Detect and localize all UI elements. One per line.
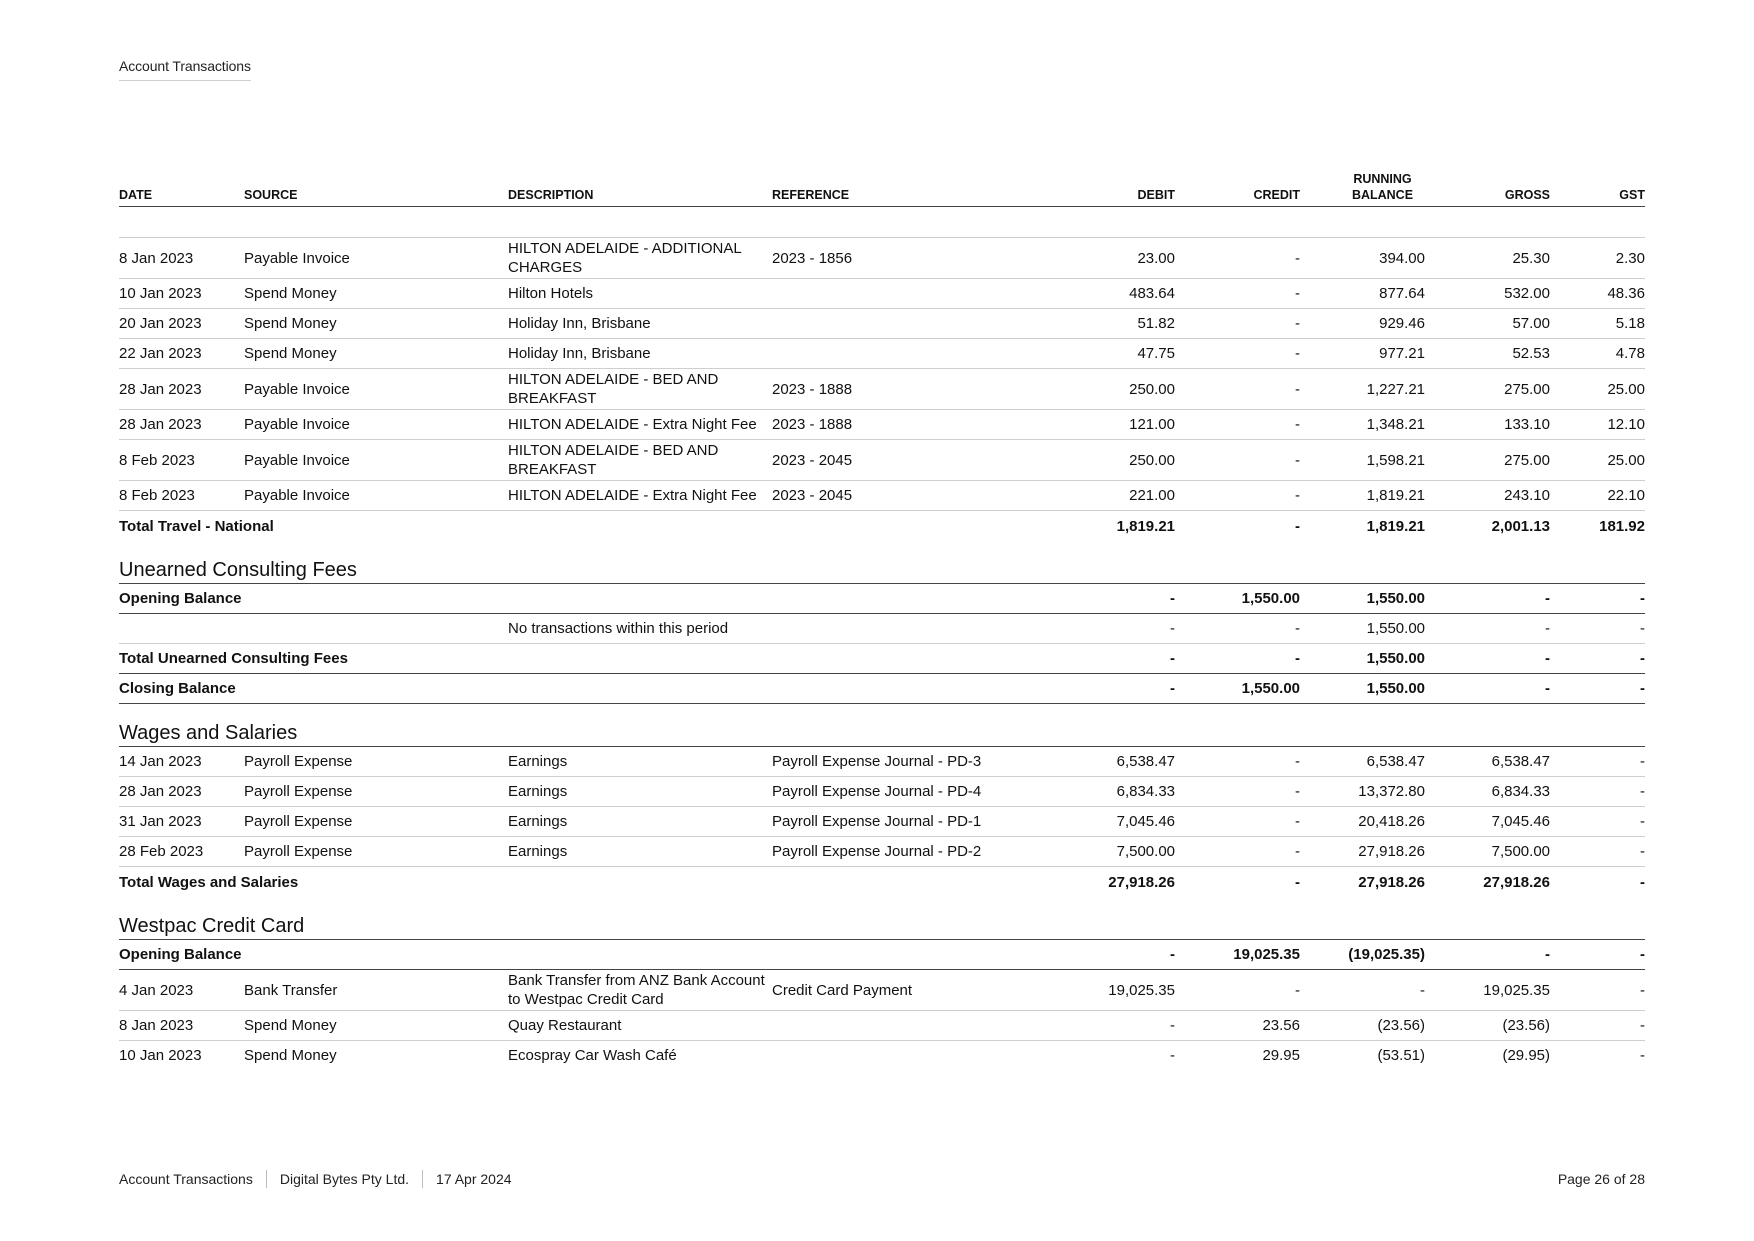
description-cell: Ecospray Car Wash Café bbox=[508, 1047, 677, 1064]
gst-cell: 48.36 bbox=[1607, 285, 1645, 302]
source-cell: Payroll Expense bbox=[244, 783, 353, 800]
description-cell: Holiday Inn, Brisbane bbox=[508, 315, 651, 332]
date-cell: 8 Jan 2023 bbox=[119, 249, 194, 267]
source-cell: Spend Money bbox=[244, 345, 337, 362]
page-footer bbox=[119, 1170, 1645, 1188]
credit-cell: - bbox=[1295, 315, 1300, 332]
debit-cell: 250.00 bbox=[1129, 380, 1175, 398]
balance-cell: (23.56) bbox=[1377, 1017, 1425, 1034]
gst-cell: - bbox=[1640, 946, 1645, 963]
gst-cell: - bbox=[1640, 620, 1645, 637]
debit-cell: 6,834.33 bbox=[1116, 783, 1175, 800]
gst-cell: - bbox=[1640, 680, 1645, 697]
credit-cell: - bbox=[1295, 517, 1300, 535]
debit-cell: 1,819.21 bbox=[1116, 517, 1175, 535]
gross-cell: 7,500.00 bbox=[1491, 843, 1550, 860]
debit-cell: 221.00 bbox=[1129, 487, 1175, 504]
gross-cell: 7,045.46 bbox=[1491, 813, 1550, 830]
gross-cell: - bbox=[1545, 620, 1550, 637]
gross-cell: 275.00 bbox=[1504, 451, 1550, 469]
wages-section bbox=[119, 747, 1645, 867]
gross-cell: 57.00 bbox=[1512, 315, 1550, 332]
credit-cell: - bbox=[1295, 249, 1300, 267]
column-header-row bbox=[119, 170, 1645, 207]
debit-cell: - bbox=[1170, 1017, 1175, 1034]
gst-cell: 25.00 bbox=[1607, 451, 1645, 469]
source-cell: Payable Invoice bbox=[244, 249, 350, 267]
opening-label: Opening Balance bbox=[119, 946, 242, 963]
balance-cell: 929.46 bbox=[1379, 315, 1425, 332]
description-cell: HILTON ADELAIDE - BED AND BREAKFAST bbox=[508, 442, 719, 478]
credit-cell: - bbox=[1295, 753, 1300, 770]
transaction-row bbox=[119, 309, 1645, 339]
credit-cell: - bbox=[1295, 416, 1300, 433]
gross-cell: 6,538.47 bbox=[1491, 753, 1550, 770]
date-cell: 28 Jan 2023 bbox=[119, 783, 202, 800]
debit-cell: 19,025.35 bbox=[1108, 981, 1175, 999]
balance-cell: 1,550.00 bbox=[1366, 650, 1425, 667]
description-cell: Earnings bbox=[508, 813, 568, 830]
reference-cell: 2023 - 2045 bbox=[772, 451, 853, 469]
balance-cell: 27,918.26 bbox=[1358, 873, 1425, 891]
gross-cell: - bbox=[1545, 650, 1550, 667]
source-cell: Payroll Expense bbox=[244, 843, 353, 860]
source-cell: Payable Invoice bbox=[244, 487, 350, 504]
section-title-westpac: Westpac Credit Card bbox=[119, 913, 1645, 940]
credit-cell: - bbox=[1295, 620, 1300, 637]
credit-cell: - bbox=[1295, 783, 1300, 800]
gst-cell: 2.30 bbox=[1615, 249, 1645, 267]
credit-cell: - bbox=[1295, 843, 1300, 860]
opening-label: Opening Balance bbox=[119, 590, 242, 607]
gross-cell: - bbox=[1545, 680, 1550, 697]
source-cell: Payable Invoice bbox=[244, 451, 350, 469]
transaction-row bbox=[119, 279, 1645, 309]
footer-date: 17 Apr 2024 bbox=[436, 1171, 512, 1187]
gross-cell: 19,025.35 bbox=[1483, 981, 1550, 999]
transactions-report bbox=[119, 170, 1645, 1070]
gross-cell: 275.00 bbox=[1504, 380, 1550, 398]
gst-cell: - bbox=[1640, 1047, 1645, 1064]
debit-cell: 250.00 bbox=[1129, 451, 1175, 469]
source-cell: Payable Invoice bbox=[244, 416, 350, 433]
col-reference: REFERENCE bbox=[772, 188, 850, 202]
col-running-balance-line2: BALANCE bbox=[1351, 188, 1414, 202]
debit-cell: - bbox=[1170, 1047, 1175, 1064]
gross-cell: 243.10 bbox=[1504, 487, 1550, 504]
reference-cell: Payroll Expense Journal - PD-4 bbox=[772, 783, 982, 800]
gst-cell: - bbox=[1640, 873, 1645, 891]
footer-company: Digital Bytes Pty Ltd. bbox=[279, 1171, 410, 1187]
balance-cell: 1,598.21 bbox=[1366, 451, 1425, 469]
gst-cell: - bbox=[1640, 753, 1645, 770]
gross-cell: - bbox=[1545, 590, 1550, 607]
gst-cell: - bbox=[1640, 843, 1645, 860]
balance-cell: (53.51) bbox=[1377, 1047, 1425, 1064]
total-label: Total Travel - National bbox=[119, 517, 274, 535]
source-cell: Payroll Expense bbox=[244, 753, 353, 770]
reference-cell: Credit Card Payment bbox=[772, 981, 913, 999]
balance-cell: 1,348.21 bbox=[1366, 416, 1425, 433]
credit-cell: - bbox=[1295, 451, 1300, 469]
gross-cell: 52.53 bbox=[1512, 345, 1550, 362]
description-cell: Bank Transfer from ANZ Bank Account to Westpac Credit Card bbox=[508, 972, 765, 1008]
transaction-row bbox=[119, 238, 1645, 279]
opening-balance-row bbox=[119, 940, 1645, 970]
date-cell: 10 Jan 2023 bbox=[119, 1047, 202, 1064]
date-cell: 4 Jan 2023 bbox=[119, 981, 194, 999]
gross-cell: - bbox=[1545, 946, 1550, 963]
opening-balance-row bbox=[119, 584, 1645, 614]
date-cell: 8 Feb 2023 bbox=[119, 487, 195, 504]
section-title-unearned: Unearned Consulting Fees bbox=[119, 557, 1645, 584]
gross-cell: 25.30 bbox=[1512, 249, 1550, 267]
gst-cell: 22.10 bbox=[1607, 487, 1645, 504]
gst-cell: - bbox=[1640, 783, 1645, 800]
credit-cell: - bbox=[1295, 380, 1300, 398]
date-cell: 8 Jan 2023 bbox=[119, 1017, 194, 1034]
gst-cell: - bbox=[1640, 650, 1645, 667]
description-cell: HILTON ADELAIDE - Extra Night Fee bbox=[508, 487, 757, 504]
gst-cell: - bbox=[1640, 981, 1645, 999]
date-cell: 14 Jan 2023 bbox=[119, 753, 202, 770]
col-running-balance bbox=[1300, 171, 1425, 206]
gross-cell: 6,834.33 bbox=[1491, 783, 1550, 800]
balance-cell: - bbox=[1420, 981, 1425, 999]
col-running-balance-line1: RUNNING bbox=[1353, 172, 1412, 186]
reference-cell: Payroll Expense Journal - PD-2 bbox=[772, 843, 982, 860]
gst-cell: - bbox=[1640, 1017, 1645, 1034]
date-cell: 10 Jan 2023 bbox=[119, 285, 202, 302]
transaction-row bbox=[119, 1041, 1645, 1070]
col-gst: GST bbox=[1619, 188, 1645, 202]
date-cell: 28 Jan 2023 bbox=[119, 380, 202, 398]
transaction-row bbox=[119, 837, 1645, 867]
transaction-row bbox=[119, 1011, 1645, 1041]
balance-cell: 1,550.00 bbox=[1366, 680, 1425, 697]
travel-section bbox=[119, 238, 1645, 511]
credit-cell: 1,550.00 bbox=[1241, 680, 1300, 697]
debit-cell: - bbox=[1170, 680, 1175, 697]
debit-cell: - bbox=[1170, 650, 1175, 667]
gst-cell: 5.18 bbox=[1615, 315, 1645, 332]
credit-cell: - bbox=[1295, 285, 1300, 302]
gross-cell: 2,001.13 bbox=[1491, 517, 1550, 535]
source-cell: Spend Money bbox=[244, 1017, 337, 1034]
col-gross: GROSS bbox=[1504, 188, 1550, 202]
closing-balance-row bbox=[119, 674, 1645, 704]
balance-cell: 394.00 bbox=[1379, 249, 1425, 267]
transaction-row bbox=[119, 807, 1645, 837]
section-title-wages: Wages and Salaries bbox=[119, 720, 1645, 747]
no-transactions-text: No transactions within this period bbox=[508, 620, 729, 637]
col-source: SOURCE bbox=[244, 188, 298, 202]
gst-cell: - bbox=[1640, 813, 1645, 830]
gross-cell: 532.00 bbox=[1504, 285, 1550, 302]
reference-cell: 2023 - 1856 bbox=[772, 249, 853, 267]
gst-cell: 181.92 bbox=[1599, 517, 1645, 535]
source-cell: Spend Money bbox=[244, 1047, 337, 1064]
description-cell: HILTON ADELAIDE - BED AND BREAKFAST bbox=[508, 371, 719, 407]
col-description: DESCRIPTION bbox=[508, 188, 594, 202]
gst-cell: 12.10 bbox=[1607, 416, 1645, 433]
gst-cell: 4.78 bbox=[1615, 345, 1645, 362]
source-cell: Spend Money bbox=[244, 285, 337, 302]
credit-cell: - bbox=[1295, 873, 1300, 891]
total-label: Total Wages and Salaries bbox=[119, 873, 299, 891]
date-cell: 8 Feb 2023 bbox=[119, 451, 195, 469]
wages-total-row bbox=[119, 867, 1645, 897]
col-credit: CREDIT bbox=[1253, 188, 1300, 202]
debit-cell: 483.64 bbox=[1129, 285, 1175, 302]
debit-cell: 7,045.46 bbox=[1116, 813, 1175, 830]
balance-cell: 977.21 bbox=[1379, 345, 1425, 362]
source-cell: Payable Invoice bbox=[244, 380, 350, 398]
reference-cell: Payroll Expense Journal - PD-3 bbox=[772, 753, 982, 770]
balance-cell: 877.64 bbox=[1379, 285, 1425, 302]
description-cell: HILTON ADELAIDE - ADDITIONAL CHARGES bbox=[508, 240, 742, 276]
balance-cell: 6,538.47 bbox=[1366, 753, 1425, 770]
gross-cell: (23.56) bbox=[1502, 1017, 1550, 1034]
credit-cell: - bbox=[1295, 345, 1300, 362]
balance-cell: 1,227.21 bbox=[1366, 380, 1425, 398]
transaction-row bbox=[119, 747, 1645, 777]
col-date: DATE bbox=[119, 188, 153, 202]
description-cell: Earnings bbox=[508, 843, 568, 860]
debit-cell: 121.00 bbox=[1129, 416, 1175, 433]
balance-cell: 1,550.00 bbox=[1366, 620, 1425, 637]
debit-cell: - bbox=[1170, 946, 1175, 963]
transaction-row bbox=[119, 410, 1645, 440]
debit-cell: 51.82 bbox=[1137, 315, 1175, 332]
debit-cell: 27,918.26 bbox=[1108, 873, 1175, 891]
reference-cell: 2023 - 2045 bbox=[772, 487, 853, 504]
date-cell: 31 Jan 2023 bbox=[119, 813, 202, 830]
date-cell: 28 Jan 2023 bbox=[119, 416, 202, 433]
description-cell: Earnings bbox=[508, 783, 568, 800]
footer-page-number: Page 26 of 28 bbox=[1557, 1171, 1645, 1187]
reference-cell: Payroll Expense Journal - PD-1 bbox=[772, 813, 982, 830]
transaction-row bbox=[119, 440, 1645, 481]
reference-cell: 2023 - 1888 bbox=[772, 416, 853, 433]
debit-cell: 6,538.47 bbox=[1116, 753, 1175, 770]
description-cell: HILTON ADELAIDE - Extra Night Fee bbox=[508, 416, 757, 433]
gross-cell: (29.95) bbox=[1502, 1047, 1550, 1064]
balance-cell: (19,025.35) bbox=[1348, 946, 1425, 963]
date-cell: 22 Jan 2023 bbox=[119, 345, 202, 362]
gst-cell: 25.00 bbox=[1607, 380, 1645, 398]
balance-cell: 27,918.26 bbox=[1358, 843, 1425, 860]
gross-cell: 27,918.26 bbox=[1483, 873, 1550, 891]
transaction-row bbox=[119, 777, 1645, 807]
gross-cell: 133.10 bbox=[1504, 416, 1550, 433]
date-cell: 28 Feb 2023 bbox=[119, 843, 204, 860]
balance-cell: 1,819.21 bbox=[1366, 487, 1425, 504]
credit-cell: - bbox=[1295, 981, 1300, 999]
balance-cell: 1,819.21 bbox=[1366, 517, 1425, 535]
description-cell: Quay Restaurant bbox=[508, 1017, 622, 1034]
balance-cell: 13,372.80 bbox=[1358, 783, 1425, 800]
westpac-section bbox=[119, 970, 1645, 1070]
debit-cell: - bbox=[1170, 620, 1175, 637]
credit-cell: 29.95 bbox=[1262, 1047, 1300, 1064]
description-cell: Earnings bbox=[508, 753, 568, 770]
reference-cell: 2023 - 1888 bbox=[772, 380, 853, 398]
transaction-row bbox=[119, 970, 1645, 1011]
debit-cell: 7,500.00 bbox=[1116, 843, 1175, 860]
footer-divider bbox=[266, 1170, 267, 1188]
page-header-title: Account Transactions bbox=[119, 58, 251, 81]
source-cell: Payroll Expense bbox=[244, 813, 353, 830]
debit-cell: 23.00 bbox=[1137, 249, 1175, 267]
transaction-row bbox=[119, 369, 1645, 410]
col-debit: DEBIT bbox=[1137, 188, 1175, 202]
credit-cell: - bbox=[1295, 813, 1300, 830]
credit-cell: - bbox=[1295, 487, 1300, 504]
transaction-row bbox=[119, 339, 1645, 369]
source-cell: Spend Money bbox=[244, 315, 337, 332]
credit-cell: 19,025.35 bbox=[1233, 946, 1300, 963]
unearned-total-row bbox=[119, 644, 1645, 674]
balance-cell: 20,418.26 bbox=[1358, 813, 1425, 830]
transaction-row bbox=[119, 481, 1645, 511]
credit-cell: 1,550.00 bbox=[1241, 590, 1300, 607]
balance-cell: 1,550.00 bbox=[1366, 590, 1425, 607]
gst-cell: - bbox=[1640, 590, 1645, 607]
footer-divider bbox=[422, 1170, 423, 1188]
total-label: Total Unearned Consulting Fees bbox=[119, 650, 348, 667]
travel-total-row bbox=[119, 511, 1645, 541]
header-spacer bbox=[119, 207, 1645, 238]
debit-cell: - bbox=[1170, 590, 1175, 607]
description-cell: Holiday Inn, Brisbane bbox=[508, 345, 651, 362]
debit-cell: 47.75 bbox=[1137, 345, 1175, 362]
credit-cell: 23.56 bbox=[1262, 1017, 1300, 1034]
source-cell: Bank Transfer bbox=[244, 981, 338, 999]
description-cell: Hilton Hotels bbox=[508, 285, 594, 302]
closing-label: Closing Balance bbox=[119, 680, 236, 697]
footer-report-name: Account Transactions bbox=[119, 1171, 253, 1187]
credit-cell: - bbox=[1295, 650, 1300, 667]
no-transactions-row bbox=[119, 614, 1645, 644]
date-cell: 20 Jan 2023 bbox=[119, 315, 202, 332]
